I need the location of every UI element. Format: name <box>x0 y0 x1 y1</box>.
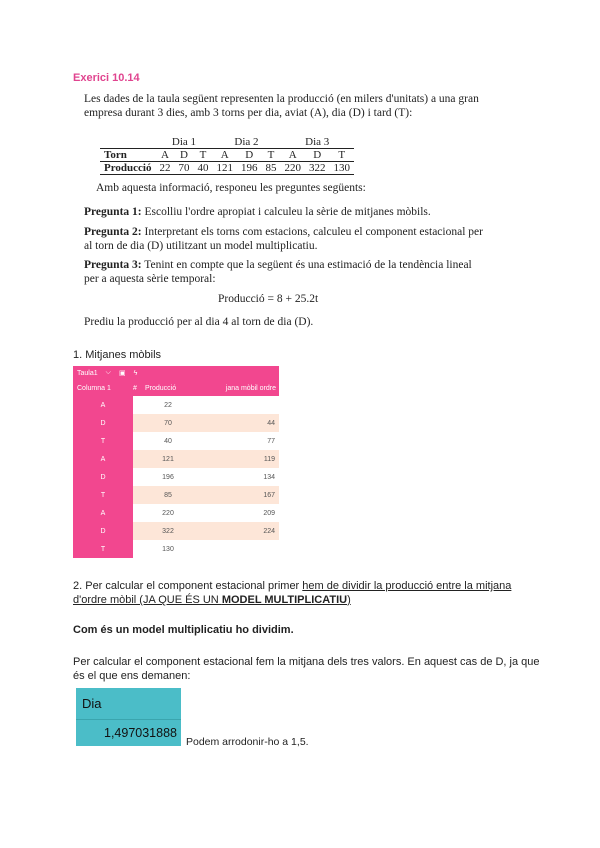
section-2-end: ) <box>347 594 351 606</box>
moving-average-cell[interactable]: 119 <box>203 450 279 468</box>
production-column-header[interactable]: Producció <box>145 384 177 392</box>
table-row <box>73 522 279 540</box>
day-header: Dia 2 <box>234 136 259 148</box>
value-cell: 196 <box>240 162 258 174</box>
hash-column-header: # <box>133 384 137 392</box>
production-cell[interactable]: 85 <box>133 486 203 504</box>
value-cell: 40 <box>197 162 209 174</box>
day-header: Dia 3 <box>305 136 330 148</box>
table-row <box>73 540 279 558</box>
moving-average-cell[interactable]: 167 <box>203 486 279 504</box>
production-cell[interactable]: 22 <box>133 396 203 414</box>
q1-text: Escolliu l'ordre apropiat i calculeu la sèrie de mitjanes mòbils. <box>144 206 431 218</box>
value-cell: 121 <box>216 162 233 174</box>
table-row <box>73 486 279 504</box>
info-line: Amb aquesta informació, responeu les preguntes següents: <box>96 182 366 194</box>
value-cell: 322 <box>308 162 326 174</box>
question-2 <box>84 225 484 253</box>
question-3 <box>84 258 484 286</box>
day-header: Dia 1 <box>171 136 197 148</box>
table-row <box>73 432 279 450</box>
value-cell: 220 <box>284 162 301 174</box>
torn-cell[interactable]: T <box>73 486 133 504</box>
torn-cell[interactable]: A <box>73 504 133 522</box>
production-cell[interactable]: 322 <box>133 522 203 540</box>
value-cell: 70 <box>178 162 190 174</box>
table-row <box>73 396 279 414</box>
table-row <box>73 504 279 522</box>
torn-cell: D <box>313 149 322 161</box>
torn-label: Torn <box>104 149 127 161</box>
q2-label: Pregunta 2: <box>84 226 142 238</box>
exercise-title: Exerici 10.14 <box>73 72 140 84</box>
torn-cell: T <box>199 149 207 161</box>
torn-cell[interactable]: A <box>73 450 133 468</box>
table-icon[interactable]: ▣ <box>118 370 126 377</box>
moving-average-cell[interactable] <box>203 396 279 414</box>
moving-average-cell[interactable]: 209 <box>203 504 279 522</box>
dia-header: Dia <box>76 688 181 720</box>
moving-average-column-header[interactable]: jana mòbil ordre <box>225 384 276 392</box>
dia-result-cell <box>76 688 181 746</box>
section-2-start: 2. Per calcular el component estacional primer <box>73 580 303 592</box>
prod-label: Producció <box>104 162 152 174</box>
value-cell: 22 <box>159 162 171 174</box>
moving-average-cell[interactable]: 224 <box>203 522 279 540</box>
sheet-tabbar <box>73 366 279 380</box>
torn-cell: A <box>288 149 297 161</box>
moving-average-sheet <box>73 366 279 560</box>
torn-cell: A <box>160 149 169 161</box>
torn-cell: D <box>179 149 188 161</box>
table-row <box>73 468 279 486</box>
section-2-paragraph <box>73 579 543 607</box>
production-cell[interactable]: 220 <box>133 504 203 522</box>
torn-cell[interactable]: D <box>73 414 133 432</box>
moving-average-cell[interactable]: 134 <box>203 468 279 486</box>
moving-average-cell[interactable]: 77 <box>203 432 279 450</box>
chevron-down-icon[interactable]: ⌵ <box>105 369 111 376</box>
production-cell[interactable]: 196 <box>133 468 203 486</box>
production-cell[interactable]: 40 <box>133 432 203 450</box>
moving-average-cell[interactable] <box>203 540 279 558</box>
torn-cell[interactable]: D <box>73 468 133 486</box>
intro-paragraph: Les dades de la taula següent representen la producció (en milers d'unitats) a una gran empresa durant 3 dies, amb 3 torns per dia, aviat (A), dia (D) i tard (T): <box>84 93 479 119</box>
torn-cell[interactable]: D <box>73 522 133 540</box>
section-2-underline-1: hem de dividir la producció entre la mitjana <box>302 580 512 592</box>
torn-cell[interactable]: T <box>73 432 133 450</box>
section-2-underline-2 <box>73 594 351 606</box>
torn-cell: T <box>267 149 275 161</box>
torn-cell: T <box>338 149 346 161</box>
q3-label: Pregunta 3: <box>84 259 142 271</box>
q3-text: Tenint en compte que la següent és una estimació de la tendència lineal per a aquesta sèrie temporal: <box>84 259 472 285</box>
section-2-bold: MODEL MULTIPLICATIU <box>221 594 348 606</box>
production-cell[interactable]: 130 <box>133 540 203 558</box>
lightning-icon[interactable]: ϟ <box>133 369 138 377</box>
production-cell[interactable]: 70 <box>133 414 203 432</box>
value-cell: 85 <box>265 162 277 174</box>
bold-statement: Com és un model multiplicatiu ho dividim. <box>73 624 294 636</box>
production-table <box>100 136 354 175</box>
torn-cell[interactable]: T <box>73 540 133 558</box>
torn-cell[interactable]: A <box>73 396 133 414</box>
torn-cell: D <box>245 149 254 161</box>
section-1-heading: 1. Mitjanes mòbils <box>73 349 162 361</box>
q1-label: Pregunta 1: <box>84 206 142 218</box>
value-cell: 130 <box>333 162 350 174</box>
round-note: Podem arrodonir-ho a 1,5. <box>186 736 309 748</box>
seasonal-paragraph: Per calcular el component estacional fem la mitjana dels tres valors. En aquest cas de D, ja que és el que ens demanen: <box>73 656 540 682</box>
section-2-underline-2-text: d'ordre mòbil (JA QUE ÉS UN <box>73 594 222 606</box>
production-cell[interactable]: 121 <box>133 450 203 468</box>
moving-average-cell[interactable]: 44 <box>203 414 279 432</box>
trend-formula: Producció = 8 + 25.2t <box>218 293 319 305</box>
sheet-header-row <box>73 380 279 396</box>
table-row <box>73 450 279 468</box>
torn-cell: A <box>220 149 229 161</box>
column-1-header[interactable]: Columna 1 <box>77 384 111 392</box>
sheet-tab-name[interactable]: Taula1 <box>77 369 98 377</box>
predict-line: Prediu la producció per al dia 4 al torn de dia (D). <box>84 316 314 328</box>
q2-text: Interpretant els torns com estacions, calculeu el component estacional per al torn de dia (D) utilitzant un model multiplicatiu. <box>84 226 483 252</box>
table-row <box>73 414 279 432</box>
question-1 <box>84 205 484 219</box>
dia-value: 1,497031888 <box>104 726 177 740</box>
